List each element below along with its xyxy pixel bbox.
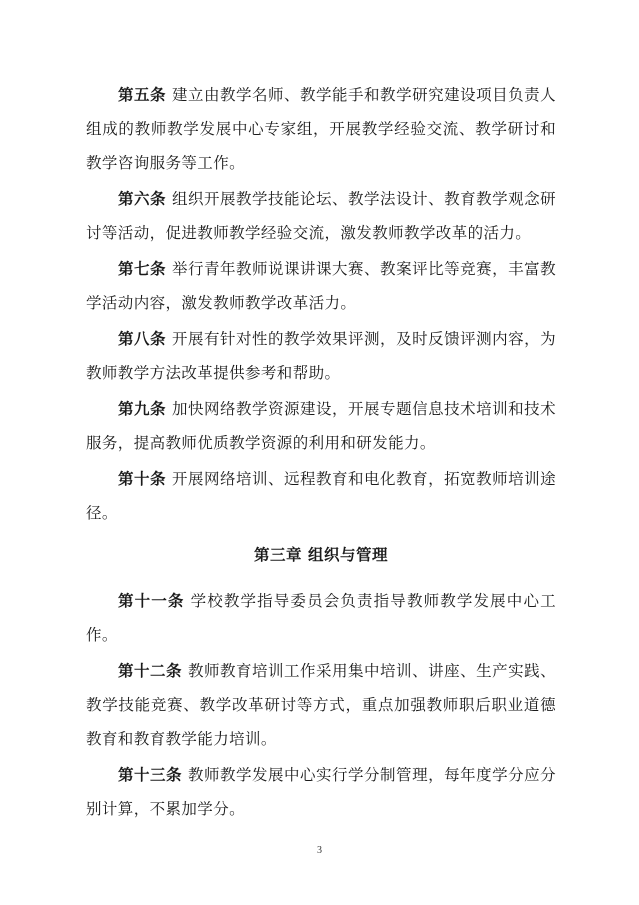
article-text: 举行青年教师说课讲课大赛、教案评比等竞赛，丰富教学活动内容，激发教师教学改革活力。 — [86, 260, 556, 312]
chapter-heading: 第三章 组织与管理 — [254, 546, 388, 564]
article-label: 第七条 — [118, 260, 167, 278]
article-label: 第十三条 — [118, 766, 183, 784]
article-label: 第六条 — [118, 190, 167, 208]
article-label: 第五条 — [118, 86, 167, 104]
document-body — [86, 78, 556, 828]
article-12 — [86, 654, 556, 756]
article-label: 第十条 — [118, 470, 167, 488]
article-label: 第九条 — [118, 400, 167, 418]
article-text: 组织开展教学技能论坛、教学法设计、教育教学观念研讨等活动，促进教师教学经验交流，激发教师教学改革的活力。 — [86, 190, 556, 242]
article-label: 第十一条 — [118, 592, 185, 610]
article-text: 加快网络教学资源建设，开展专题信息技术培训和技术服务，提高教师优质教学资源的利用和研发能力。 — [86, 400, 556, 452]
article-10 — [86, 462, 556, 530]
article-13 — [86, 758, 556, 826]
page-number: 3 — [317, 845, 322, 856]
article-8 — [86, 322, 556, 390]
article-text: 开展网络培训、远程教育和电化教育，拓宽教师培训途径。 — [86, 470, 556, 522]
article-label: 第八条 — [118, 330, 167, 348]
article-text: 教师教育培训工作采用集中培训、讲座、生产实践、教学技能竞赛、教学改革研讨等方式，重点加强教师职后职业道德教育和教育教学能力培训。 — [86, 662, 556, 748]
article-11 — [86, 584, 556, 652]
article-text: 教师教学发展中心实行学分制管理，每年度学分应分别计算，不累加学分。 — [86, 766, 556, 818]
article-9 — [86, 392, 556, 460]
article-text: 学校教学指导委员会负责指导教师教学发展中心工作。 — [86, 592, 556, 644]
article-7 — [86, 252, 556, 320]
article-text: 建立由教学名师、教学能手和教学研究建设项目负责人组成的教师教学发展中心专家组，开展教学经验交流、教学研讨和教学咨询服务等工作。 — [86, 86, 556, 172]
article-6 — [86, 182, 556, 250]
article-5 — [86, 78, 556, 180]
article-label: 第十二条 — [118, 662, 183, 680]
article-text: 开展有针对性的教学效果评测，及时反馈评测内容，为教师教学方法改革提供参考和帮助。 — [86, 330, 556, 382]
